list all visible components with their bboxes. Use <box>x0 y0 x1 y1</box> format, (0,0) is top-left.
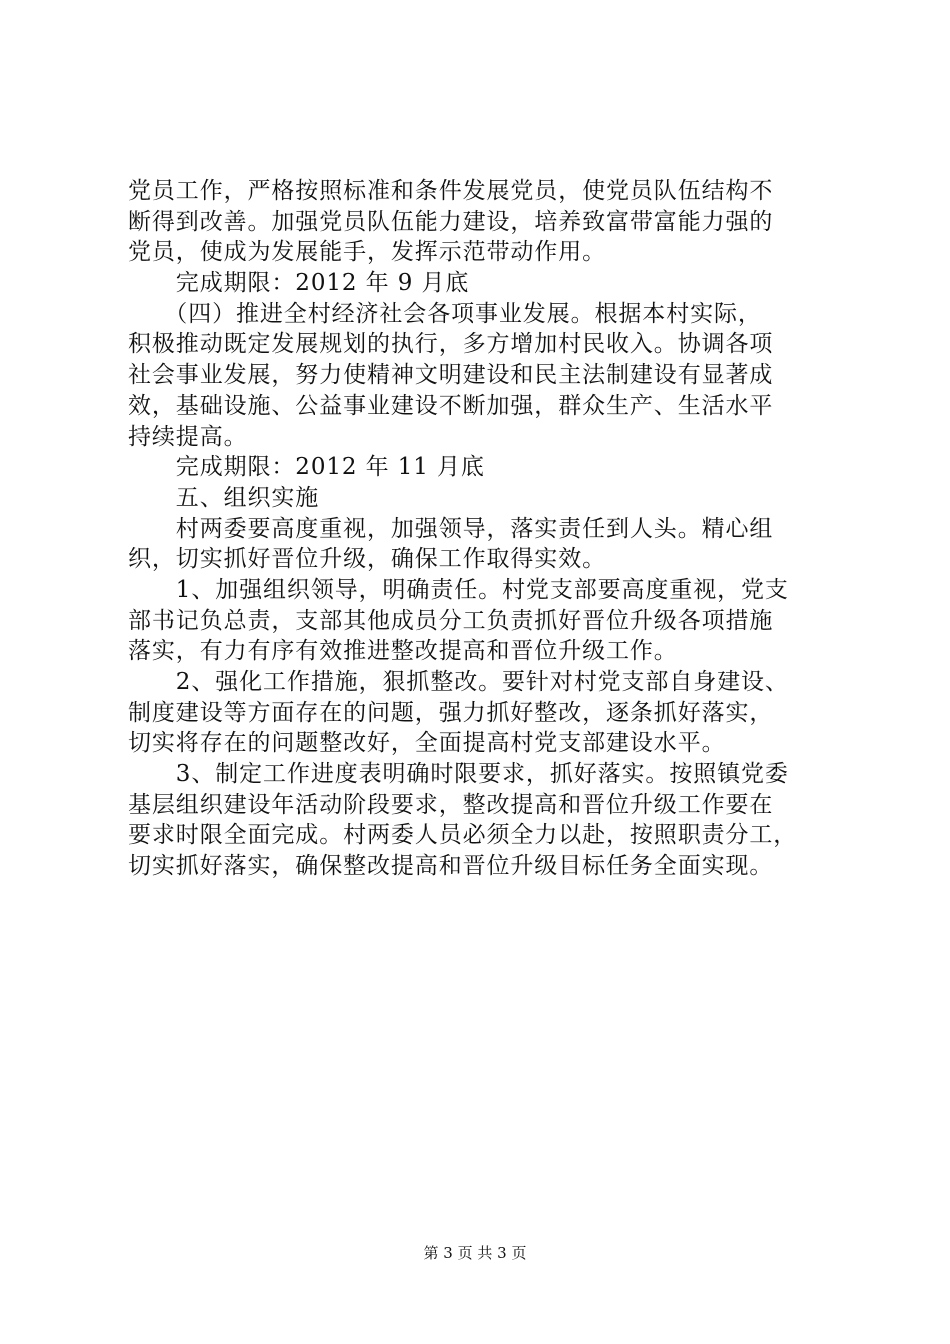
text-line: 断得到改善。加强党员队伍能力建设，培养致富带富能力强的 <box>128 208 774 235</box>
document-body <box>128 176 822 882</box>
text-line: 2、强化工作措施，狠抓整改。要针对村党支部自身建设、 <box>128 669 789 695</box>
text-line: 制度建设等方面存在的问题，强力抓好整改，逐条抓好落实， <box>128 699 774 726</box>
text-line: 积极推动既定发展规划的执行，多方增加村民收入。协调各项 <box>128 331 774 358</box>
page-footer <box>0 1243 950 1263</box>
text-line: 党员工作，严格按照标准和条件发展党员，使党员队伍结构不 <box>128 178 774 204</box>
text-line: 社会事业发展，努力使精神文明建设和民主法制建设有显著成 <box>128 362 774 389</box>
text-line: 落实，有力有序有效推进整改提高和晋位升级工作。 <box>128 638 678 665</box>
deadline-line: 完成期限：2012 年 11 月底 <box>128 454 485 481</box>
text-line: 1、加强组织领导，明确责任。村党支部要高度重视，党支 <box>128 576 789 603</box>
text-line: 要求时限全面完成。村两委人员必须全力以赴，按照职责分工， <box>128 822 798 849</box>
text-line: 织，切实抓好晋位升级，确保工作取得实效。 <box>128 546 606 573</box>
text-line: 3、制定工作进度表明确时限要求，抓好落实。按照镇党委 <box>128 761 789 788</box>
text-line: 基层组织建设年活动阶段要求，整改提高和晋位升级工作要在 <box>128 791 774 818</box>
text-line: 切实将存在的问题整改好，全面提高村党支部建设水平。 <box>128 730 726 757</box>
text-line: 效，基础设施、公益事业建设不断加强，群众生产、生活水平 <box>128 392 774 419</box>
section-heading: 五、组织实施 <box>128 484 320 511</box>
text-line: 党员，使成为发展能手，发挥示范带动作用。 <box>128 239 606 266</box>
deadline-line: 完成期限：2012 年 9 月底 <box>128 270 470 297</box>
text-line: 村两委要高度重视，加强领导，落实责任到人头。精心组 <box>128 515 774 542</box>
section-heading-line: （四）推进全村经济社会各项事业发展。根据本村实际， <box>128 300 762 327</box>
text-line: 切实抓好落实，确保整改提高和晋位升级目标任务全面实现。 <box>128 853 774 880</box>
page-number-label: 第 3 页 共 3 页 <box>423 1244 527 1262</box>
text-line: 部书记负总责，支部其他成员分工负责抓好晋位升级各项措施 <box>128 607 774 634</box>
text-line: 持续提高。 <box>128 423 248 450</box>
